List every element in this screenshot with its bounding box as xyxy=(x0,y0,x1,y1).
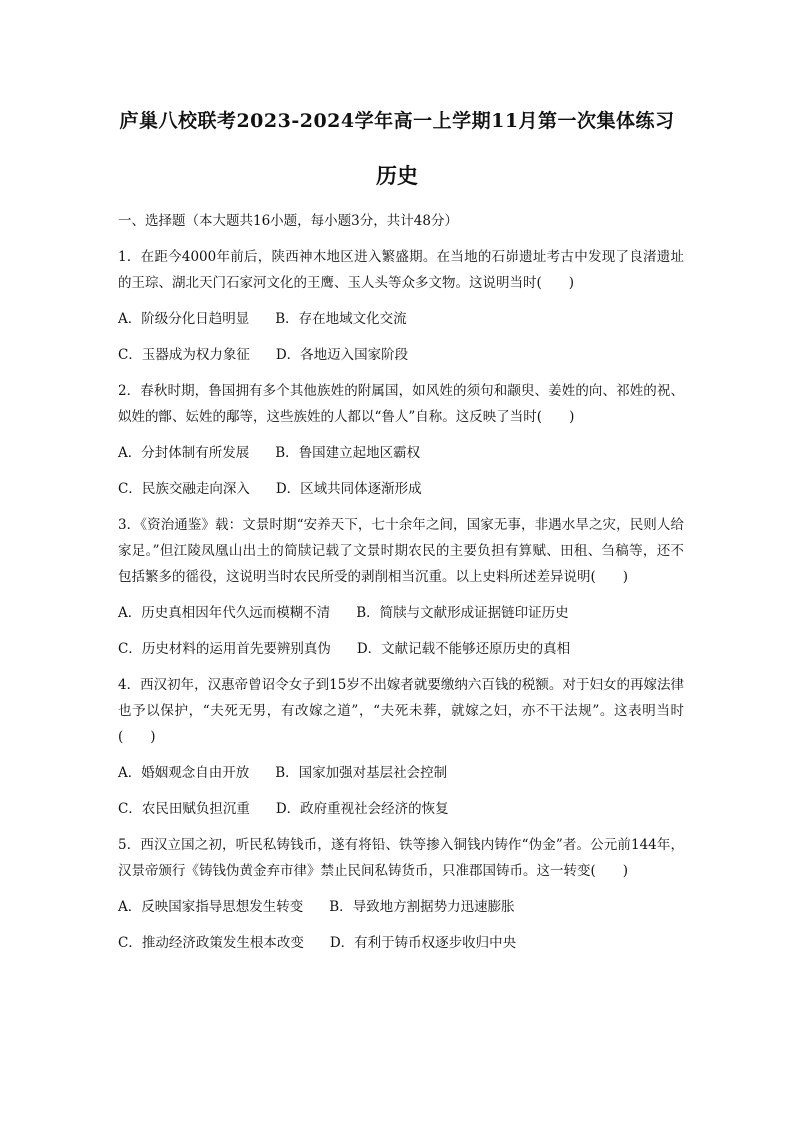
question-stem: 4．西汉初年，汉惠帝曾诏令女子到15岁不出嫁者就要缴纳六百钱的税额。对于妇女的再嫁法律也予以保护，“夫死无男，有改嫁之道”，“夫死未葬，就嫁之妇，亦不干法规”。这表明当时( ) xyxy=(118,677,684,745)
question-5 xyxy=(118,832,684,956)
option-d: D．有利于铸币权逐步收归中央 xyxy=(329,935,517,951)
option-b: B．简牍与文献形成证据链印证历史 xyxy=(356,605,569,621)
option-a: A．历史真相因年代久远而模糊不清 xyxy=(118,605,331,621)
option-d: D．文献记载不能够还原历史的真相 xyxy=(356,641,571,657)
option-a: A．分封体制有所发展 xyxy=(118,445,250,461)
option-row xyxy=(118,636,684,662)
option-row xyxy=(118,760,684,786)
option-a: A．反映国家指导思想发生转变 xyxy=(118,899,304,915)
option-row xyxy=(118,476,684,502)
question-4 xyxy=(118,672,684,822)
option-d: D．各地迈入国家阶段 xyxy=(275,347,409,363)
option-b: B．存在地域文化交流 xyxy=(275,311,407,327)
option-a: A．婚姻观念自由开放 xyxy=(118,765,250,781)
option-a: A．阶级分化日趋明显 xyxy=(118,311,250,327)
question-stem: 3．《资治通鉴》载：文景时期“安养天下，七十余年之间，国家无事，非遇水旱之灾，民则人给家足。”但江陵凤凰山出土的简牍记载了文景时期农民的主要负担有算赋、田租、刍稿等，还不包括繁多的徭役，这说明当时农民所受的剥削相当沉重。以上史料所述差异说明( ) xyxy=(118,517,684,585)
option-c: C．历史材料的运用首先要辨别真伪 xyxy=(118,641,331,657)
subject-heading: 历史 xyxy=(376,163,418,188)
option-row xyxy=(118,306,684,332)
option-d: D．区域共同体逐渐形成 xyxy=(275,481,422,497)
exam-title: 庐巢八校联考2023-2024学年高一上学期11月第一次集体练习 xyxy=(119,110,675,132)
question-3 xyxy=(118,512,684,662)
option-c: C．玉器成为权力象征 xyxy=(118,347,250,363)
option-d: D．政府重视社会经济的恢复 xyxy=(275,801,449,817)
option-row xyxy=(118,930,684,956)
option-b: B．鲁国建立起地区霸权 xyxy=(275,445,421,461)
option-c: C．农民田赋负担沉重 xyxy=(118,801,250,817)
option-b: B．导致地方割据势力迅速膨胀 xyxy=(329,899,515,915)
option-row xyxy=(118,440,684,466)
option-row xyxy=(118,342,684,368)
question-stem: 5．西汉立国之初，听民私铸钱币，遂有将铅、铁等掺入铜钱内铸作“伪金”者。公元前144年，汉景帝颁行《铸钱伪黄金弃市律》禁止民间私铸货币，只准郡国铸币。这一转变( ) xyxy=(118,837,684,879)
question-2 xyxy=(118,378,684,502)
option-row xyxy=(118,600,684,626)
option-row xyxy=(118,894,684,920)
exam-content xyxy=(118,208,684,966)
question-1 xyxy=(118,244,684,368)
option-c: C．推动经济政策发生根本改变 xyxy=(118,935,304,951)
question-stem: 2．春秋时期，鲁国拥有多个其他族姓的附属国，如风姓的须句和颛臾、姜姓的向、祁姓的祝、姒姓的鄫、妘姓的鄅等，这些族姓的人都以“鲁人”自称。这反映了当时( ) xyxy=(118,383,684,425)
option-c: C．民族交融走向深入 xyxy=(118,481,250,497)
section-heading: 一、选择题（本大题共16小题，每小题3分，共计48分） xyxy=(118,213,458,229)
question-stem: 1．在距今4000年前后，陕西神木地区进入繁盛期。在当地的石峁遗址考古中发现了良渚遗址的王琮、湖北天门石家河文化的王鹰、玉人头等众多文物。这说明当时( ) xyxy=(118,249,684,291)
option-b: B．国家加强对基层社会控制 xyxy=(275,765,448,781)
option-row xyxy=(118,796,684,822)
